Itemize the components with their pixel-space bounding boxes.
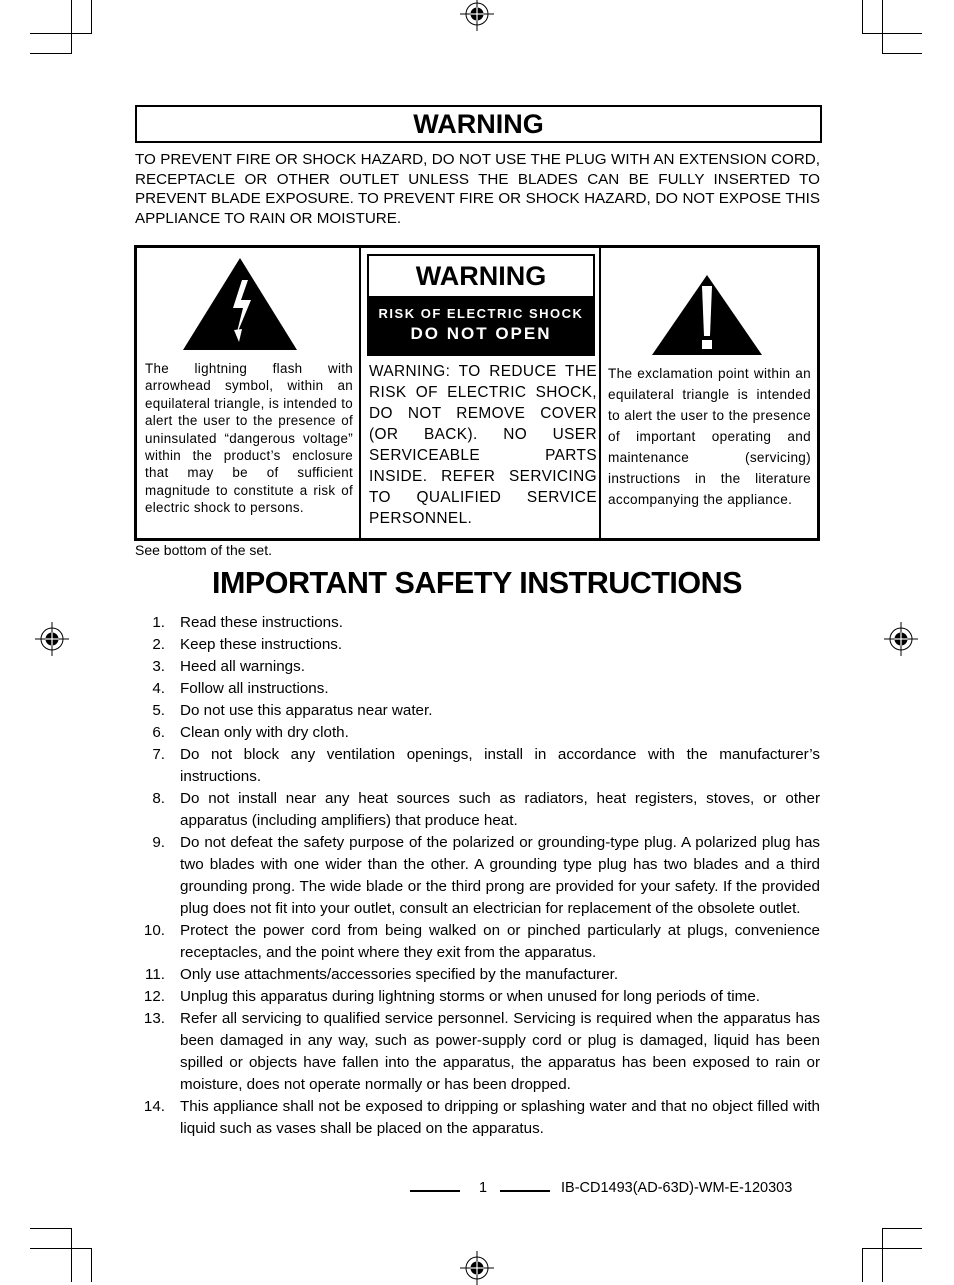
label-title: WARNING	[369, 256, 593, 298]
list-item: 2. Keep these instructions.	[152, 636, 343, 653]
exclamation-column	[601, 248, 817, 538]
label-risk-line: RISK OF ELECTRIC SHOCK	[378, 306, 584, 321]
exclamation-description: The exclamation point within an equilateral triangle is intended to alert the user to the presence of important operating and maintenance (servicing) instructions in the literature accompanying the appliance.	[608, 366, 811, 507]
list-item: 13. Refer all servicing to qualified service personnel. Servicing is required when the apparatus has been damaged in any way, such as power-supply cord or plug is damaged, liquid has been spilled or objects have fallen into the apparatus, the apparatus has been exposed to rain or moisture, does not operate normally or has been dropped.	[143, 1010, 820, 1093]
list-item: 12. Unplug this apparatus during lightning storms or when unused for long periods of time.	[143, 988, 760, 1005]
exclamation-triangle-icon	[651, 274, 763, 356]
registration-mark-icon	[460, 1251, 494, 1285]
list-item: 7. Do not block any ventilation openings, install in accordance with the manufacturer’s instructions.	[152, 746, 820, 785]
warning-panel	[134, 245, 820, 541]
page-number: 1	[478, 1180, 488, 1196]
registration-mark-icon	[884, 622, 918, 656]
registration-mark-icon	[35, 622, 69, 656]
warning-paragraph: TO PREVENT FIRE OR SHOCK HAZARD, DO NOT USE THE PLUG WITH AN EXTENSION CORD, RECEPTACLE OR OTHER OUTLET UNLESS THE BLADES CAN BE FULLY INSERTED TO PREVENT BLADE EXPOSURE. TO PREVENT FIRE OR SHOCK HAZARD, DO NOT EXPOSE THIS APPLIANCE TO RAIN OR MOISTURE.	[135, 151, 820, 227]
list-item: 14. This appliance shall not be exposed to dripping or splashing water and that no object filled with liquid such as vases shall be placed on the apparatus.	[143, 1098, 820, 1137]
lightning-triangle-icon	[181, 256, 299, 352]
list-item: 10. Protect the power cord from being walked on or pinched particularly at plugs, convenience receptacles, and the point where they exit from the apparatus.	[143, 922, 820, 961]
shock-warning-label	[367, 254, 595, 356]
footer-rule	[410, 1190, 460, 1192]
lightning-description: The lightning flash with arrowhead symbol, within an equilateral triangle, is intended to alert the user to the presence of uninsulated “dangerous voltage” within the product’s enclosure that may be of sufficient magnitude to constitute a risk of electric shock to persons.	[145, 361, 353, 516]
list-item: 6. Clean only with dry cloth.	[152, 724, 349, 741]
document-code: IB-CD1493(AD-63D)-WM-E-120303	[561, 1180, 793, 1196]
shock-warning-text: WARNING: TO REDUCE THE RISK OF ELECTRIC SHOCK, DO NOT REMOVE COVER (OR BACK). NO USER SERVICEABLE PARTS INSIDE. REFER SERVICING TO QUALIFIED SERVICE PERSONNEL.	[369, 363, 597, 527]
list-item: 3. Heed all warnings.	[152, 658, 305, 675]
registration-mark-icon	[460, 0, 494, 31]
list-item: 1. Read these instructions.	[152, 614, 343, 631]
see-bottom-note: See bottom of the set.	[135, 542, 272, 558]
instructions-title: IMPORTANT SAFETY INSTRUCTIONS	[212, 566, 742, 600]
instructions-list	[135, 612, 820, 1140]
list-item: 5. Do not use this apparatus near water.	[152, 702, 433, 719]
label-do-not-open: DO NOT OPEN	[410, 324, 552, 343]
lightning-column	[137, 248, 361, 538]
warning-title: WARNING	[135, 105, 822, 143]
list-item: 9. Do not defeat the safety purpose of the polarized or grounding-type plug. A polarized plug has two blades with one wider than the other. A grounding type plug has two blades and a third grounding prong. The wide blade or the third prong are provided for your safety. If the provided plug does not fit into your outlet, consult an electrician for replacement of the obsolete outlet.	[152, 834, 820, 917]
label-column	[361, 248, 601, 538]
list-item: 4. Follow all instructions.	[152, 680, 329, 697]
list-item: 11. Only use attachments/accessories specified by the manufacturer.	[145, 966, 619, 983]
footer-rule	[500, 1190, 550, 1192]
page-footer	[410, 1180, 830, 1202]
list-item: 8. Do not install near any heat sources such as radiators, heat registers, stoves, or other apparatus (including amplifiers) that produce heat.	[152, 790, 820, 829]
